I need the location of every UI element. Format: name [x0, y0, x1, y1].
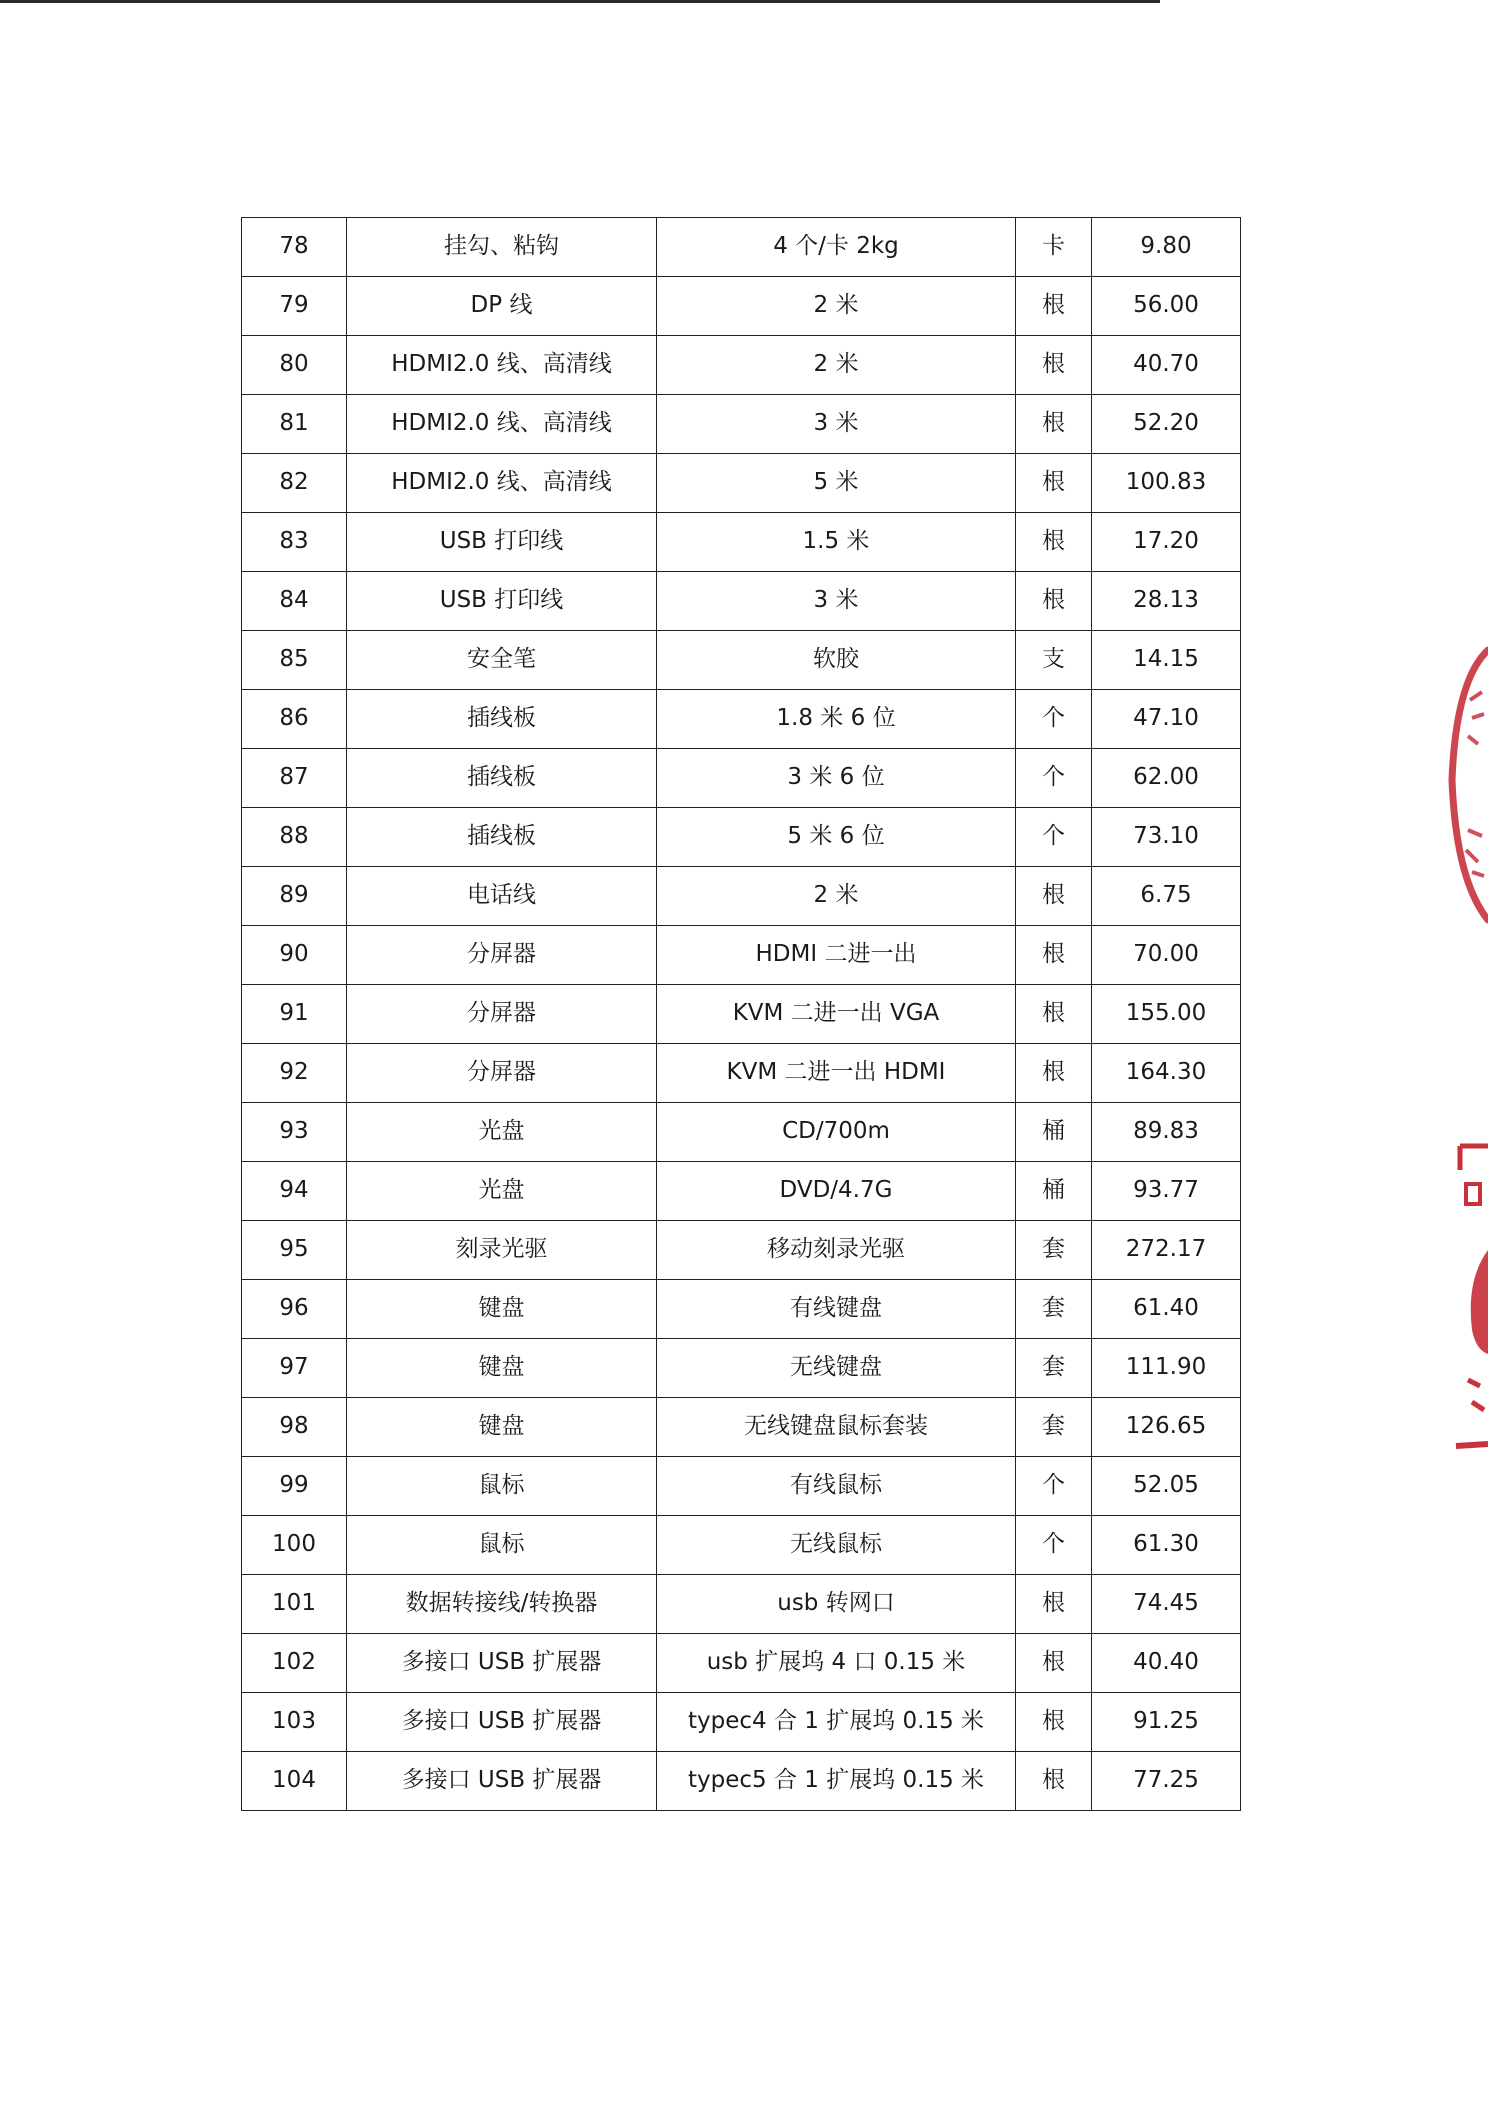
item-name-cell: 挂勾、粘钩 [347, 218, 657, 277]
item-spec-cell: 2 米 [657, 277, 1016, 336]
item-price-cell: 40.70 [1092, 336, 1241, 395]
table-row [242, 1339, 1241, 1398]
item-price-cell: 52.05 [1092, 1457, 1241, 1516]
item-name-cell: 键盘 [347, 1398, 657, 1457]
item-name-cell: 分屏器 [347, 1044, 657, 1103]
row-number-cell: 81 [242, 395, 347, 454]
row-number-cell: 82 [242, 454, 347, 513]
item-spec-cell: 4 个/卡 2kg [657, 218, 1016, 277]
table-row [242, 867, 1241, 926]
item-spec-cell: 2 米 [657, 336, 1016, 395]
item-unit-cell: 根 [1016, 1693, 1092, 1752]
item-unit-cell: 根 [1016, 395, 1092, 454]
row-number-cell: 99 [242, 1457, 347, 1516]
row-number-cell: 92 [242, 1044, 347, 1103]
row-number-cell: 88 [242, 808, 347, 867]
item-price-cell: 77.25 [1092, 1752, 1241, 1811]
table-row [242, 1516, 1241, 1575]
item-spec-cell: 5 米 6 位 [657, 808, 1016, 867]
item-price-cell: 40.40 [1092, 1634, 1241, 1693]
item-name-cell: 键盘 [347, 1280, 657, 1339]
row-number-cell: 90 [242, 926, 347, 985]
item-spec-cell: CD/700m [657, 1103, 1016, 1162]
item-spec-cell: HDMI 二进一出 [657, 926, 1016, 985]
table-row [242, 218, 1241, 277]
item-price-cell: 155.00 [1092, 985, 1241, 1044]
item-spec-cell: DVD/4.7G [657, 1162, 1016, 1221]
item-unit-cell: 根 [1016, 454, 1092, 513]
item-name-cell: 插线板 [347, 749, 657, 808]
table-row [242, 1752, 1241, 1811]
table-row [242, 749, 1241, 808]
item-price-cell: 47.10 [1092, 690, 1241, 749]
table-row [242, 1575, 1241, 1634]
item-name-cell: 数据转接线/转换器 [347, 1575, 657, 1634]
item-spec-cell: 移动刻录光驱 [657, 1221, 1016, 1280]
item-unit-cell: 套 [1016, 1339, 1092, 1398]
table-row [242, 454, 1241, 513]
item-spec-cell: 5 米 [657, 454, 1016, 513]
row-number-cell: 95 [242, 1221, 347, 1280]
row-number-cell: 79 [242, 277, 347, 336]
item-price-cell: 52.20 [1092, 395, 1241, 454]
item-name-cell: 电话线 [347, 867, 657, 926]
row-number-cell: 91 [242, 985, 347, 1044]
item-name-cell: 键盘 [347, 1339, 657, 1398]
item-spec-cell: 3 米 [657, 395, 1016, 454]
table-row [242, 336, 1241, 395]
table-row [242, 1044, 1241, 1103]
item-unit-cell: 根 [1016, 985, 1092, 1044]
item-price-cell: 164.30 [1092, 1044, 1241, 1103]
row-number-cell: 86 [242, 690, 347, 749]
item-price-cell: 100.83 [1092, 454, 1241, 513]
item-spec-cell: 1.5 米 [657, 513, 1016, 572]
row-number-cell: 80 [242, 336, 347, 395]
item-price-cell: 73.10 [1092, 808, 1241, 867]
price-table [241, 217, 1241, 1811]
item-price-cell: 17.20 [1092, 513, 1241, 572]
table-row [242, 690, 1241, 749]
row-number-cell: 104 [242, 1752, 347, 1811]
item-spec-cell: usb 扩展坞 4 口 0.15 米 [657, 1634, 1016, 1693]
row-number-cell: 103 [242, 1693, 347, 1752]
item-unit-cell: 根 [1016, 513, 1092, 572]
item-spec-cell: usb 转网口 [657, 1575, 1016, 1634]
table-row [242, 1221, 1241, 1280]
item-unit-cell: 桶 [1016, 1103, 1092, 1162]
row-number-cell: 87 [242, 749, 347, 808]
item-unit-cell: 根 [1016, 572, 1092, 631]
row-number-cell: 78 [242, 218, 347, 277]
row-number-cell: 84 [242, 572, 347, 631]
item-spec-cell: 软胶 [657, 631, 1016, 690]
item-name-cell: 鼠标 [347, 1457, 657, 1516]
item-spec-cell: 3 米 [657, 572, 1016, 631]
row-number-cell: 101 [242, 1575, 347, 1634]
row-number-cell: 94 [242, 1162, 347, 1221]
item-name-cell: 分屏器 [347, 926, 657, 985]
seal-upper-fragment-icon [1448, 640, 1488, 930]
item-spec-cell: KVM 二进一出 VGA [657, 985, 1016, 1044]
item-name-cell: 多接口 USB 扩展器 [347, 1693, 657, 1752]
seal-lower-fragment-icon [1446, 1140, 1488, 1460]
item-price-cell: 14.15 [1092, 631, 1241, 690]
item-unit-cell: 卡 [1016, 218, 1092, 277]
item-unit-cell: 根 [1016, 336, 1092, 395]
table-row [242, 1398, 1241, 1457]
table-row [242, 926, 1241, 985]
item-name-cell: 鼠标 [347, 1516, 657, 1575]
item-spec-cell: 2 米 [657, 867, 1016, 926]
item-spec-cell: typec4 合 1 扩展坞 0.15 米 [657, 1693, 1016, 1752]
table-row [242, 1280, 1241, 1339]
scan-top-edge [0, 0, 1160, 3]
item-name-cell: USB 打印线 [347, 572, 657, 631]
item-spec-cell: typec5 合 1 扩展坞 0.15 米 [657, 1752, 1016, 1811]
item-price-cell: 56.00 [1092, 277, 1241, 336]
table-row [242, 1103, 1241, 1162]
row-number-cell: 85 [242, 631, 347, 690]
table-row [242, 1693, 1241, 1752]
row-number-cell: 100 [242, 1516, 347, 1575]
item-price-cell: 74.45 [1092, 1575, 1241, 1634]
item-name-cell: 多接口 USB 扩展器 [347, 1752, 657, 1811]
row-number-cell: 96 [242, 1280, 347, 1339]
item-price-cell: 6.75 [1092, 867, 1241, 926]
row-number-cell: 98 [242, 1398, 347, 1457]
item-name-cell: HDMI2.0 线、高清线 [347, 395, 657, 454]
table-row [242, 1162, 1241, 1221]
item-unit-cell: 套 [1016, 1280, 1092, 1339]
item-price-cell: 9.80 [1092, 218, 1241, 277]
table-row [242, 1634, 1241, 1693]
table-row [242, 513, 1241, 572]
item-price-cell: 61.40 [1092, 1280, 1241, 1339]
table-row [242, 277, 1241, 336]
table-row [242, 1457, 1241, 1516]
price-table-body [242, 218, 1241, 1811]
item-unit-cell: 根 [1016, 926, 1092, 985]
item-price-cell: 91.25 [1092, 1693, 1241, 1752]
item-unit-cell: 根 [1016, 867, 1092, 926]
table-row [242, 572, 1241, 631]
item-spec-cell: 1.8 米 6 位 [657, 690, 1016, 749]
item-unit-cell: 个 [1016, 690, 1092, 749]
item-spec-cell: 无线键盘 [657, 1339, 1016, 1398]
item-price-cell: 62.00 [1092, 749, 1241, 808]
item-spec-cell: 有线键盘 [657, 1280, 1016, 1339]
table-row [242, 808, 1241, 867]
item-price-cell: 70.00 [1092, 926, 1241, 985]
row-number-cell: 102 [242, 1634, 347, 1693]
item-name-cell: HDMI2.0 线、高清线 [347, 454, 657, 513]
row-number-cell: 97 [242, 1339, 347, 1398]
item-spec-cell: 有线鼠标 [657, 1457, 1016, 1516]
item-unit-cell: 根 [1016, 277, 1092, 336]
item-name-cell: 多接口 USB 扩展器 [347, 1634, 657, 1693]
item-price-cell: 89.83 [1092, 1103, 1241, 1162]
item-price-cell: 272.17 [1092, 1221, 1241, 1280]
item-price-cell: 61.30 [1092, 1516, 1241, 1575]
item-unit-cell: 根 [1016, 1752, 1092, 1811]
item-unit-cell: 个 [1016, 1516, 1092, 1575]
item-unit-cell: 个 [1016, 1457, 1092, 1516]
item-unit-cell: 桶 [1016, 1162, 1092, 1221]
item-unit-cell: 根 [1016, 1044, 1092, 1103]
item-name-cell: HDMI2.0 线、高清线 [347, 336, 657, 395]
item-unit-cell: 套 [1016, 1398, 1092, 1457]
item-spec-cell: 3 米 6 位 [657, 749, 1016, 808]
item-unit-cell: 个 [1016, 749, 1092, 808]
item-unit-cell: 支 [1016, 631, 1092, 690]
item-spec-cell: KVM 二进一出 HDMI [657, 1044, 1016, 1103]
item-spec-cell: 无线鼠标 [657, 1516, 1016, 1575]
table-row [242, 395, 1241, 454]
item-name-cell: USB 打印线 [347, 513, 657, 572]
item-spec-cell: 无线键盘鼠标套装 [657, 1398, 1016, 1457]
item-price-cell: 126.65 [1092, 1398, 1241, 1457]
item-unit-cell: 个 [1016, 808, 1092, 867]
item-name-cell: DP 线 [347, 277, 657, 336]
item-unit-cell: 套 [1016, 1221, 1092, 1280]
item-name-cell: 插线板 [347, 690, 657, 749]
item-price-cell: 111.90 [1092, 1339, 1241, 1398]
item-name-cell: 插线板 [347, 808, 657, 867]
row-number-cell: 89 [242, 867, 347, 926]
item-price-cell: 28.13 [1092, 572, 1241, 631]
row-number-cell: 93 [242, 1103, 347, 1162]
item-name-cell: 光盘 [347, 1103, 657, 1162]
item-name-cell: 分屏器 [347, 985, 657, 1044]
item-unit-cell: 根 [1016, 1575, 1092, 1634]
item-unit-cell: 根 [1016, 1634, 1092, 1693]
item-name-cell: 安全笔 [347, 631, 657, 690]
table-row [242, 631, 1241, 690]
row-number-cell: 83 [242, 513, 347, 572]
item-price-cell: 93.77 [1092, 1162, 1241, 1221]
table-row [242, 985, 1241, 1044]
item-name-cell: 光盘 [347, 1162, 657, 1221]
item-name-cell: 刻录光驱 [347, 1221, 657, 1280]
